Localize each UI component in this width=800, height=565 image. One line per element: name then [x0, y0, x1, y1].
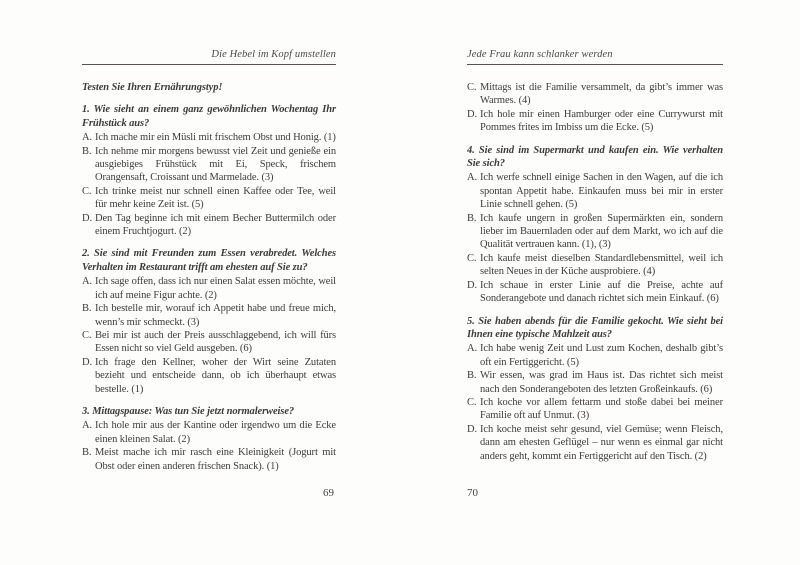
option-letter: B.: [467, 370, 477, 382]
option-text: Ich kaufe ungern in großen Supermärkten ein, sondern lieber im Bauernladen oder auf dem Markt, wo ich auf die Qualität vertrauen kann. (1), (3): [480, 212, 723, 251]
option-2b: [82, 302, 336, 329]
option-text: Den Tag beginne ich mit einem Becher Buttermilch oder einem Fruchtjogurt. (2): [95, 212, 336, 238]
option-letter: B.: [82, 303, 92, 315]
option-4c: [467, 252, 723, 279]
option-letter: C.: [82, 185, 92, 197]
option-letter: A.: [467, 343, 478, 355]
option-letter: A.: [82, 276, 93, 288]
option-text: Ich werfe schnell einige Sachen in den Wagen, auf die ich spontan Appetit habe. Einkaufen muss bei mir in erster Linie schnell gehen. (5): [480, 172, 723, 211]
option-5d: [467, 423, 723, 463]
option-text: Ich trinke meist nur schnell einen Kaffee oder Tee, weil für mehr keine Zeit ist. (5): [95, 185, 336, 211]
option-text: Ich nehme mir morgens bewusst viel Zeit und genieße ein ausgiebiges Frühstück mit Ei, Speck, frischem Orangensaft, Croissant und Marmelade. (3): [95, 145, 336, 184]
option-text: Wir essen, was grad im Haus ist. Das richtet sich meist nach den Sonderangeboten des letzten Großeinkaufs. (6): [480, 370, 723, 395]
option-5c: [467, 396, 723, 423]
option-text: Ich bestelle mir, worauf ich Appetit habe und freue mich, wenn’s mir schmeckt. (3): [95, 303, 336, 328]
page-number-left: 69: [323, 487, 334, 499]
question-1: 1. Wie sieht an einem ganz gewöhnlichen Wochentag Ihr Frühstück aus?: [82, 104, 336, 129]
option-2d: [82, 356, 336, 396]
option-4d: [467, 279, 723, 306]
option-3c: [467, 81, 723, 108]
option-letter: B.: [82, 447, 92, 459]
option-1b: [82, 145, 336, 185]
running-head-right: Jede Frau kann schlanker werden: [467, 49, 723, 65]
section-title: Testen Sie Ihren Ernährungstyp!: [82, 82, 223, 93]
option-text: Ich habe wenig Zeit und Lust zum Kochen, deshalb gibt’s oft ein Fertiggericht. (5): [480, 343, 723, 368]
option-letter: B.: [82, 145, 92, 157]
option-3a: [82, 419, 336, 446]
option-text: Ich koche meist sehr gesund, viel Gemüse; wenn Fleisch, dann am ehesten Geflügel – nur wenn es einmal gar nicht anders geht, kommt ein Fertiggericht auf den Tisch. (2): [480, 423, 723, 462]
option-letter: C.: [467, 252, 477, 264]
option-letter: D.: [467, 423, 478, 435]
question-2: 2. Sie sind mit Freunden zum Essen verabredet. Welches Verhalten im Restaurant trifft am ehesten auf Sie zu?: [82, 248, 336, 273]
page-number-right: 70: [467, 487, 478, 499]
option-text: Ich mache mir ein Müsli mit frischem Obst und Honig. (1): [95, 132, 336, 144]
option-letter: C.: [467, 396, 477, 408]
question-5: 5. Sie haben abends für die Familie gekocht. Wie sieht bei Ihnen eine typische Mahlzeit aus?: [467, 315, 723, 340]
option-text: Ich hole mir aus der Kantine oder irgendwo um die Ecke einen kleinen Salat. (2): [95, 420, 336, 445]
option-text: Ich sage offen, dass ich nur einen Salat essen möchte, weil ich auf meine Figur achte. (2): [95, 276, 336, 301]
option-text: Ich kaufe meist dieselben Standardlebensmittel, weil ich selten Neues in der Küche ausprobiere. (4): [480, 252, 723, 278]
page-left-content: [82, 81, 336, 473]
option-5a: [467, 342, 723, 369]
option-text: Ich schaue in erster Linie auf die Preise, achte auf Sonderangebote und danach richtet sich mein Einkauf. (6): [480, 279, 723, 305]
running-head-left: Die Hebel im Kopf umstellen: [82, 49, 336, 65]
page-left: [82, 49, 336, 549]
page-right-content: [467, 81, 723, 463]
option-1d: [82, 212, 336, 239]
option-2c: [82, 329, 336, 356]
question-3: 3. Mittagspause: Was tun Sie jetzt normalerweise?: [82, 405, 295, 417]
option-letter: C.: [467, 82, 477, 93]
option-text: Mittags ist die Familie versammelt, da gibt’s immer was Warmes. (4): [480, 82, 723, 107]
option-3b: [82, 446, 336, 473]
question-4: 4. Sie sind im Supermarkt und kaufen ein. Wie verhalten Sie sich?: [467, 144, 723, 170]
option-letter: D.: [82, 356, 93, 368]
option-1c: [82, 185, 336, 212]
option-2a: [82, 275, 336, 302]
option-letter: A.: [467, 172, 478, 184]
option-letter: D.: [467, 279, 478, 291]
option-letter: D.: [82, 212, 93, 224]
option-4a: [467, 171, 723, 211]
option-letter: A.: [82, 132, 93, 144]
option-text: Ich koche vor allem fettarm und stoße dabei bei meiner Familie oft auf Unmut. (3): [480, 396, 723, 422]
option-letter: D.: [467, 108, 478, 120]
option-text: Ich frage den Kellner, woher der Wirt seine Zutaten bezieht und entscheide dann, ob ich überhaupt etwas bestelle. (1): [95, 356, 336, 395]
option-text: Ich hole mir einen Hamburger oder eine Currywurst mit Pommes frites im Imbiss um die Ecke. (5): [480, 108, 723, 134]
option-3d: [467, 108, 723, 135]
option-4b: [467, 212, 723, 252]
page-right: [467, 49, 723, 549]
option-1a: [82, 131, 336, 144]
option-letter: C.: [82, 329, 92, 341]
option-5b: [467, 369, 723, 396]
option-letter: A.: [82, 420, 93, 432]
option-text: Bei mir ist auch der Preis ausschlaggebend, ich will fürs Essen nicht so viel Geld ausgeben. (6): [95, 329, 336, 355]
option-text: Meist mache ich mir rasch eine Kleinigkeit (Jogurt mit Obst oder einen anderen frischen Snack). (1): [95, 447, 336, 472]
option-letter: B.: [467, 212, 477, 224]
